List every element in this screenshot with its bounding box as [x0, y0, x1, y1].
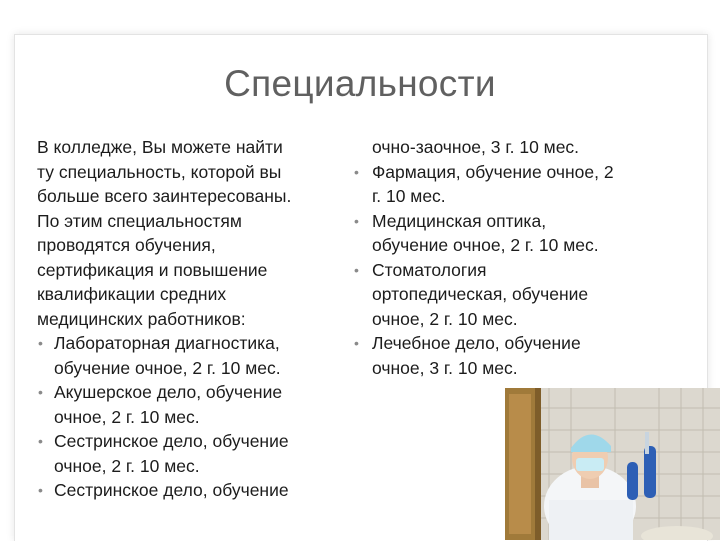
- list-item-text: ортопедическая, обучение: [372, 284, 589, 304]
- list-item: [352, 209, 682, 258]
- list-item-text: Лабораторная диагностика,: [54, 333, 280, 353]
- list-item-text: обучение очное, 2 г. 10 мес.: [372, 235, 599, 255]
- bullet-icon: •: [38, 384, 43, 400]
- bullet-icon: •: [354, 335, 359, 351]
- list-item-text: очное, 2 г. 10 мес.: [54, 406, 200, 427]
- bullet-icon: •: [38, 482, 43, 498]
- intro-line: медицинских работников:: [37, 308, 246, 329]
- list-item-text: г. 10 мес.: [372, 186, 446, 206]
- list-item-text: Сестринское дело, обучение: [54, 431, 289, 451]
- bullet-icon: •: [354, 261, 359, 278]
- intro-line: В колледже, Вы можете найти: [37, 137, 283, 157]
- list-item: [37, 429, 367, 478]
- list-item: [352, 160, 682, 209]
- lab-photo: [505, 388, 720, 540]
- left-text-column: [37, 135, 367, 503]
- intro-line: квалификации средних: [37, 284, 227, 304]
- bullet-icon: •: [38, 433, 43, 449]
- list-item-text: Сестринское дело, обучение: [54, 480, 289, 500]
- intro-line: проводятся обучения,: [37, 235, 216, 255]
- intro-line: больше всего заинтересованы.: [37, 186, 292, 206]
- intro-line: ту специальность, которой вы: [37, 161, 282, 182]
- intro-line: сертификация и повышение: [37, 259, 268, 280]
- list-item: [37, 331, 367, 380]
- list-item-text: Акушерское дело, обучение: [54, 382, 283, 402]
- intro-line: По этим специальностям: [37, 210, 242, 231]
- list-item-text: Медицинская оптика,: [372, 210, 547, 231]
- list-item-text: очное, 2 г. 10 мес.: [372, 308, 518, 329]
- bullet-icon: •: [38, 335, 43, 351]
- slide-title: Специальности: [224, 63, 496, 104]
- list-item: [352, 258, 682, 332]
- list-item-text: Фармация, обучение очное, 2: [372, 161, 614, 182]
- list-item: [37, 380, 367, 429]
- list-item-text: обучение очное, 2 г. 10 мес.: [54, 357, 281, 378]
- list-item-text: Стоматология: [372, 259, 487, 280]
- list-item-text: Лечебное дело, обучение: [372, 333, 581, 353]
- list-item: [352, 331, 682, 380]
- list-item-text: очное, 3 г. 10 мес.: [372, 357, 518, 378]
- right-text-column: [352, 135, 682, 380]
- bullet-icon: •: [354, 212, 359, 229]
- lab-photo-illustration: [505, 388, 720, 540]
- bullet-icon: •: [354, 163, 359, 180]
- continuation-line: очно-заочное, 3 г. 10 мес.: [372, 137, 580, 157]
- list-item: [37, 478, 367, 503]
- list-item-text: очное, 2 г. 10 мес.: [54, 455, 200, 476]
